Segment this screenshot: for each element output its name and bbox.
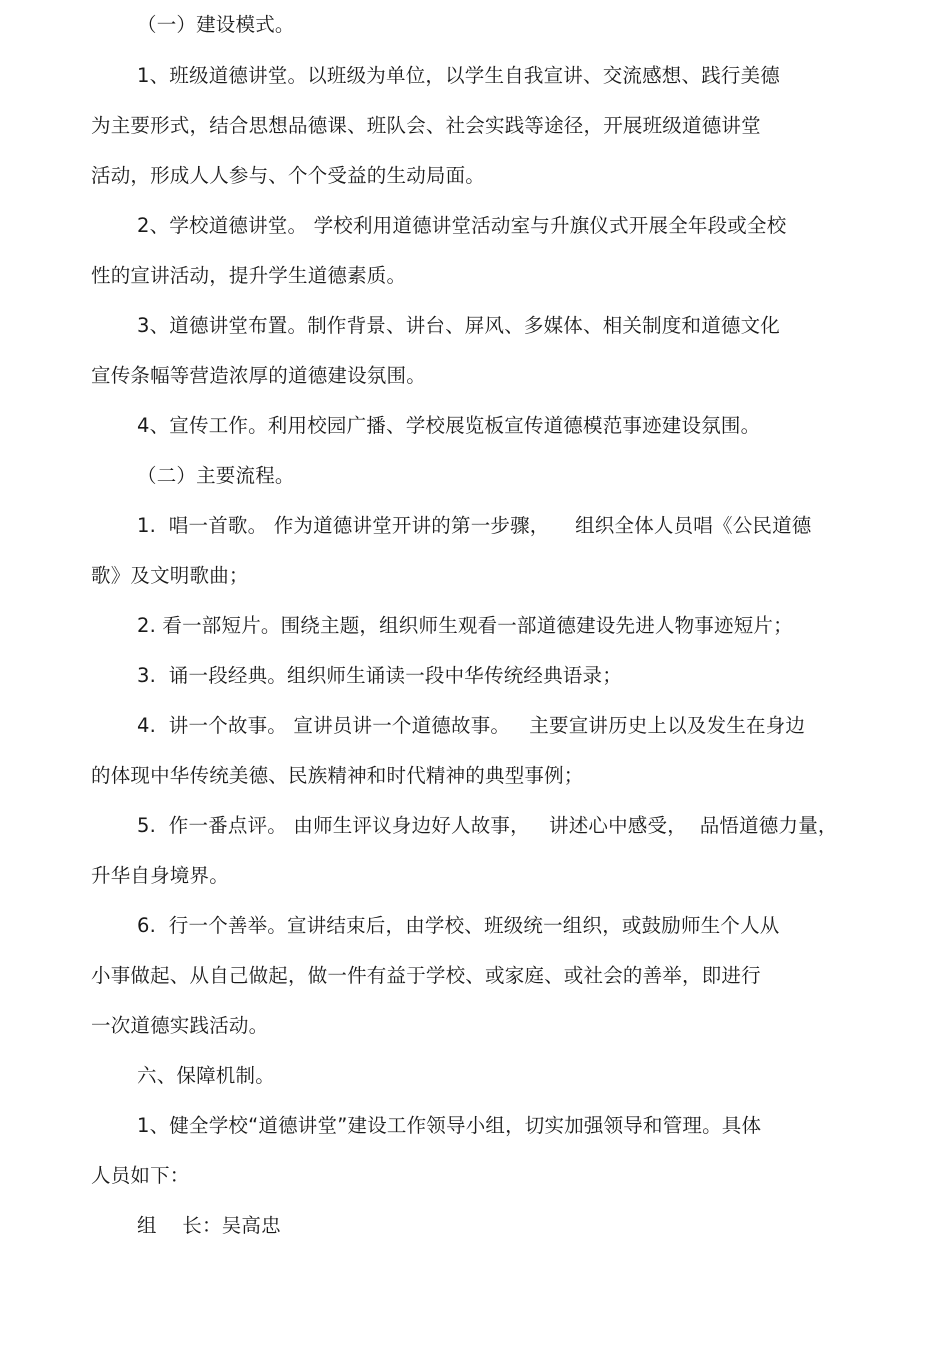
paragraph-line: 性的宣讲活动，提升学生道德素质。 — [91, 264, 407, 287]
paragraph-line: 3. 诵一段经典。组织师生诵读一段中华传统经典语录； — [137, 664, 622, 687]
section-heading-main-process: （二）主要流程。 — [137, 464, 295, 487]
paragraph-line: 的体现中华传统美德、民族精神和时代精神的典型事例； — [91, 764, 584, 787]
paragraph-line: 小事做起、从自己做起，做一件有益于学校、或家庭、或社会的善举，即进行 — [91, 964, 761, 987]
section-heading-safeguard: 六、保障机制。 — [137, 1064, 275, 1087]
paragraph-line: 5. 作一番点评。 由师生评议身边好人故事， 讲述心中感受， 品悟道德力量， — [137, 814, 838, 837]
paragraph-line: 人员如下： — [91, 1164, 190, 1187]
paragraph-line: 3、道德讲堂布置。制作背景、讲台、屏风、多媒体、相关制度和道德文化 — [137, 314, 781, 337]
paragraph-line: 为主要形式，结合思想品德课、班队会、社会实践等途径，开展班级道德讲堂 — [91, 114, 761, 137]
paragraph-line: 4. 讲一个故事。 宣讲员讲一个道德故事。 主要宣讲历史上以及发生在身边 — [137, 714, 806, 737]
paragraph-line: 4、宣传工作。利用校园广播、学校展览板宣传道德模范事迹建设氛围。 — [137, 414, 761, 437]
paragraph-line: 2、学校道德讲堂。 学校利用道德讲堂活动室与升旗仪式开展全年段或全校 — [137, 214, 787, 237]
paragraph-line: 1、班级道德讲堂。以班级为单位，以学生自我宣讲、交流感想、践行美德 — [137, 64, 781, 87]
paragraph-line: 1、健全学校“道德讲堂”建设工作领导小组，切实加强领导和管理。具体 — [137, 1114, 762, 1137]
paragraph-line: 2. 看一部短片。围绕主题，组织师生观看一部道德建设先进人物事迹短片； — [137, 614, 793, 637]
paragraph-line: 宣传条幅等营造浓厚的道德建设氛围。 — [91, 364, 426, 387]
section-heading-construction-mode: （一）建设模式。 — [137, 13, 295, 36]
paragraph-line: 6. 行一个善举。宣讲结束后，由学校、班级统一组织，或鼓励师生个人从 — [137, 914, 780, 937]
team-leader-line: 组 长：吴高忠 — [137, 1214, 281, 1237]
paragraph-line: 歌》及文明歌曲； — [91, 564, 249, 587]
paragraph-line: 活动，形成人人参与、个个受益的生动局面。 — [91, 164, 486, 187]
paragraph-line: 升华自身境界。 — [91, 864, 229, 887]
paragraph-line: 一次道德实践活动。 — [91, 1014, 269, 1037]
paragraph-line: 1. 唱一首歌。 作为道德讲堂开讲的第一步骤， 组织全体人员唱《公民道德 — [137, 514, 812, 537]
